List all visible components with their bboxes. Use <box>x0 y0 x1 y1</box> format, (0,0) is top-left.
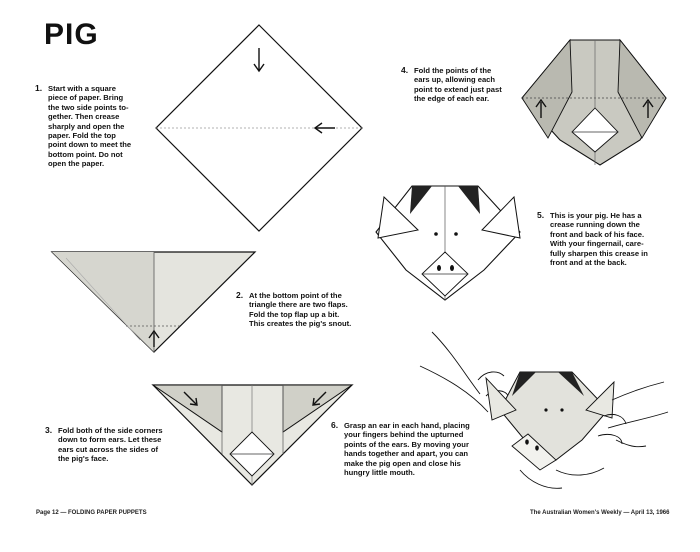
step-3-number: 3. <box>45 425 53 435</box>
step-6-number: 6. <box>331 420 339 430</box>
step-1-square-icon <box>156 25 362 231</box>
page-title: PIG <box>44 18 99 51</box>
step-2-text: At the bottom point of the triangle there are two flaps. Fold the top flap up a bit. This creates the pig's snout. <box>249 291 352 329</box>
step-1-text: Start with a square piece of paper. Bring the two side points to- gether. Then crease sharply and open the paper. Fold the top point down to meet the bottom point. Do not open the paper. <box>48 84 132 169</box>
step-4-number: 4. <box>401 65 409 75</box>
step-4-ears-up-icon <box>522 40 666 165</box>
step-6-text: Grasp an ear in each hand, placing your fingers behind the upturned points of the ears. By moving your hands together and apart, you can make the pig open and close his hungry little mouth. <box>344 421 470 478</box>
step-5-text: This is your pig. He has a crease running down the front and back of his face. With your fingernail, care- fully sharpen this crease in front and at the back. <box>550 211 648 268</box>
step-6-hands-puppet-icon <box>420 332 668 488</box>
footer-right: The Australian Women's Weekly — April 13, 1966 <box>530 510 670 516</box>
step-5-pig-face-icon <box>376 186 520 300</box>
step-1-number: 1. <box>35 83 43 93</box>
step-3-text: Fold both of the side corners down to form ears. Let these ears cut across the sides of the pig's face. <box>58 426 163 464</box>
footer-left: Page 12 — FOLDING PAPER PUPPETS <box>36 510 147 516</box>
step-3-ears-icon <box>153 385 352 485</box>
step-4-text: Fold the points of the ears up, allowing each point to extend just past the edge of each ear. <box>414 66 502 104</box>
step-5-number: 5. <box>537 210 545 220</box>
step-2-number: 2. <box>236 290 244 300</box>
step-2-triangle-icon <box>52 252 255 352</box>
